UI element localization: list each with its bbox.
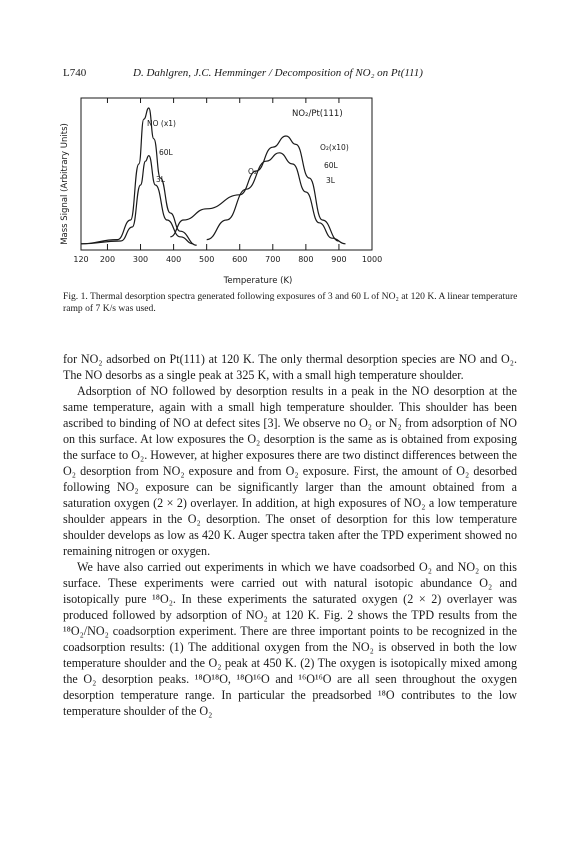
annotation-o2-3l: 3L (326, 176, 335, 185)
annotation-no-x1: NO (x1) (147, 119, 176, 128)
x-axis-label: Temperature (K) (223, 276, 293, 286)
x-tick-label-300: 300 (132, 255, 149, 264)
series-line-no-60l (81, 108, 197, 245)
x-tick-label-800: 800 (298, 255, 314, 264)
running-title: D. Dahlgren, J.C. Hemminger / Decomposition of NO₂ on Pt(111) (133, 67, 423, 79)
annotation-o2-60l: 60L (324, 161, 338, 170)
x-tick-label-700: 700 (265, 255, 281, 264)
x-tick-label-500: 500 (199, 255, 215, 264)
tpd-chart (58, 88, 528, 288)
x-tick-label-1000: 1000 (361, 255, 383, 264)
x-tick-label-400: 400 (165, 255, 182, 264)
x-tick-label-200: 200 (99, 255, 116, 264)
annotation-o2: O₂ (248, 167, 257, 176)
x-tick-label-120: 120 (73, 255, 89, 264)
series-line-o2-60l (170, 136, 339, 241)
annotation-no-3l: 3L (156, 175, 165, 184)
paragraph-3: We have also carried out experiments in which we have coadsorbed O₂ and NO₂ on this surface. These experiments were carried out with natural isotopic abundance O₂ and isotopically pure ¹⁸O₂. In these experiments the saturated oxygen (2 × 2) overlayer was produced followed by adsorption of NO₂ at 120 K. Fig. 2 shows the TPD results from the ¹⁸O₂/NO₂ coadsorption experiment. There are three important points to be recognized in the coadsorption results: (1) The additional oxygen from the NO₂ is observed in both the low temperature shoulder and the O₂ peak at 450 K. (2) The oxygen is isotopically mixed among the O₂ desorption peaks. ¹⁸O¹⁸O, ¹⁸O¹⁶O and ¹⁶O¹⁶O are all seen throughout the oxygen desorption temperature range. In particular the preadsorbed ¹⁸O contributes to the low temperature shoulder of the O₂ (63, 560, 517, 718)
annotation-o2-x10: O₂(x10) (320, 143, 349, 152)
annotation-no-60l: 60L (159, 148, 173, 157)
page-number: L740 (63, 67, 87, 79)
chart-title: NO₂/Pt(111) (292, 109, 343, 119)
paragraph-2: Adsorption of NO followed by desorption results in a peak in the NO desorption at the same temperature, again with a small high temperature shoulder. This shoulder has been ascribed to binding of NO at defect sites [3]. We observe no O₂ or N₂ from adsorption of NO on this surface. At low exposures the O₂ desorption is the same as is obtained from exposing the surface to O₂. However, at higher exposures there are two distinct differences between the O₂ desorption from NO₂ exposure and from O₂ exposure. First, the amount of O₂ desorbed following NO₂ exposure can be significantly larger than the amount obtained from a saturation oxygen (2 × 2) overlayer. In addition, at high exposures of NO₂ a low temperature shoulder appears in the O₂ desorption. The onset of desorption for this low temperature shoulder develops as low as 420 K. Auger spectra taken after the TPD experiment showed no remaining nitrogen or oxygen. (63, 384, 517, 558)
y-axis-label: Mass Signal (Arbitrary Units) (60, 123, 70, 245)
x-tick-label-900: 900 (331, 255, 347, 264)
x-tick-label-600: 600 (232, 255, 248, 264)
figure-1 (58, 88, 528, 288)
body-text (63, 351, 517, 719)
figure-caption: Fig. 1. Thermal desorption spectra generated following exposures of 3 and 60 L of NO₂ at 120 K. A linear temperature ramp of 7 K/s was used. (63, 291, 518, 314)
paragraph-1: for NO₂ adsorbed on Pt(111) at 120 K. The only thermal desorption species are NO and O₂. The NO desorbs as a single peak at 325 K, with a small high temperature shoulder. (63, 352, 517, 382)
